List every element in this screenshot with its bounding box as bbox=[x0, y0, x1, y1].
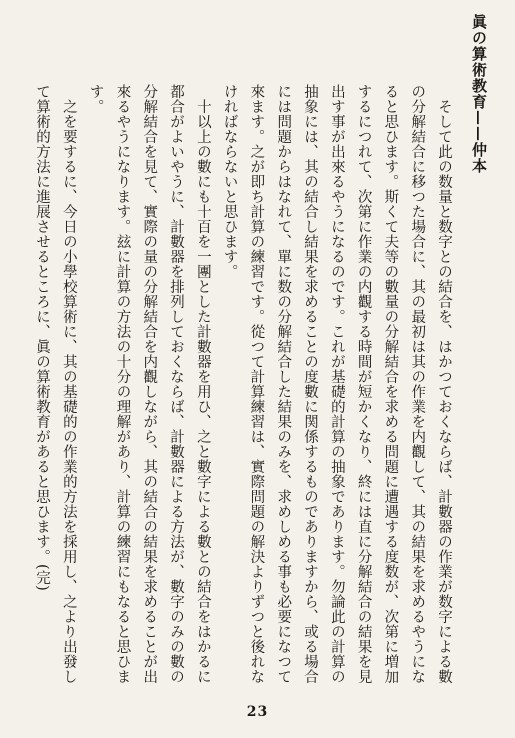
paragraph-3: 之を要するに、今日の小學校算術に、其の基礎的の作業的方法を採用し、之より出發して算術的方法に進展させるところに、眞の算術教育があると思ひます。(完) bbox=[34, 84, 77, 684]
page-number: 23 bbox=[246, 704, 269, 720]
body-text bbox=[27, 84, 457, 684]
running-head: 眞の算術教育——仲本 bbox=[470, 14, 488, 174]
paragraph-2: 十以上の數にも十百を一團とした計數器を用ひ、之と數字による數との結合をはかるに都合がよいやうに、計數器を排列しておくならば、計數器による方法が、數字のみの數の分解結合を見て、實際の量の分解結合を内觀しながら、其の結合の結果を求めることが出來るやうになります。玆に計算の方法の十分の理解があり、計算の練習にもなると思ひます。 bbox=[87, 84, 211, 684]
paragraph-1: そして此の数量と数字との結合を、はかつておくならば、計數器の作業が数字による數の分解結合に移つた場合に、其の最初は其の作業を内觀して、其の結果を求めるやうになると思ひます。斯くて夫等の數量の分解結合を求める問題に遭遇する度数が、次第に増加するにつれて、次第に作業の内觀する時間が短かくなり、終には直に分解結合の結果を見出す事が出來るやうになるのです。これが基礎的計算の抽象であります。勿論此の計算の抽象には、其の結合し結果を求めることの度數に関係するものでありますから、或る場合には問題からはなれて、單に数の分解結合した結果のみを、求めしめる事も必要になつて來ます。之が即ち計算の練習です。從つて計算練習は、實際問題の解決よりずつと後れなければならないと思ひます。 bbox=[221, 84, 452, 684]
